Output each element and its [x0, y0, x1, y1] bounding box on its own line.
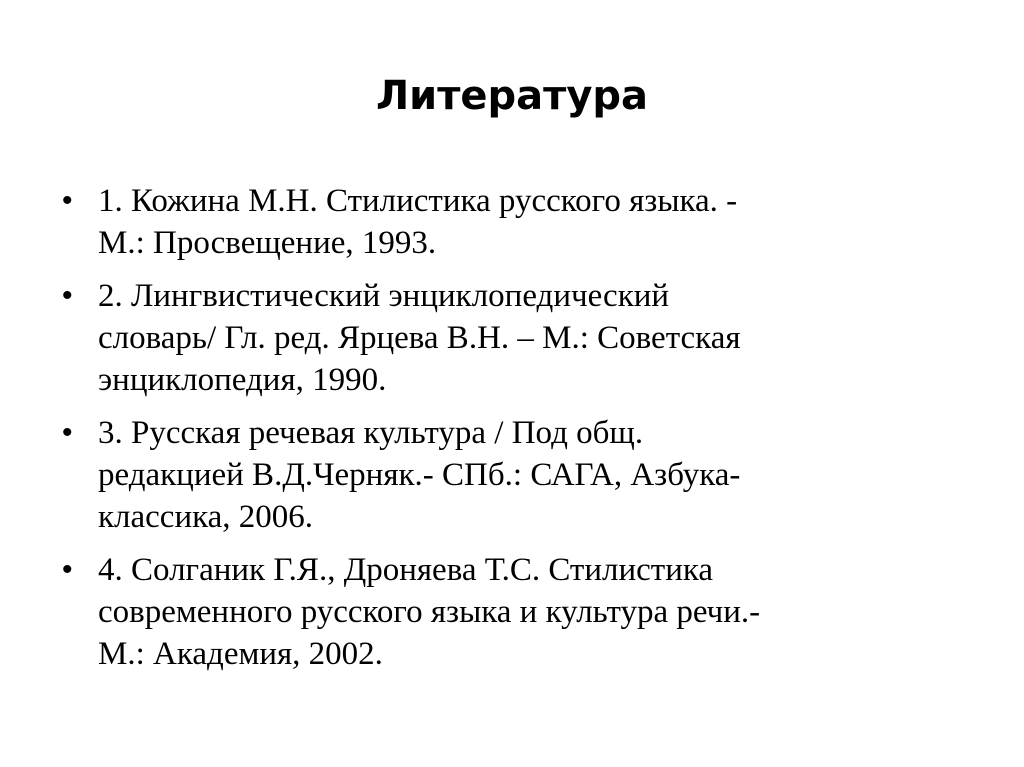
bullet-icon: • [62, 184, 73, 217]
reference-text-line: современного русского языка и культура речи.- [98, 594, 761, 630]
bullet-icon: • [62, 416, 73, 449]
bullet-icon: • [62, 279, 73, 312]
reference-text-line: 1. Кожина М.Н. Стилистика русского языка. - [98, 183, 738, 219]
reference-text-line: словарь/ Гл. ред. Ярцева В.Н. – М.: Советская [98, 320, 741, 356]
reference-text-line: М.: Академия, 2002. [98, 636, 383, 672]
reference-text-line: 2. Лингвистический энциклопедический [98, 278, 670, 314]
bullet-icon: • [62, 553, 73, 586]
reference-item [62, 275, 962, 401]
reference-text-line: 3. Русская речевая культура / Под общ. [98, 415, 644, 451]
reference-text-line: М.: Просвещение, 1993. [98, 225, 437, 261]
reference-item [62, 412, 962, 538]
reference-text-line: редакцией В.Д.Черняк.- СПб.: САГА, Азбука- [98, 457, 741, 493]
reference-item [62, 549, 962, 675]
reference-list [62, 180, 962, 686]
slide-title: Литература [375, 73, 649, 119]
reference-text-line: энциклопедия, 1990. [98, 362, 387, 398]
reference-item [62, 180, 962, 264]
reference-text-line: классика, 2006. [98, 499, 314, 535]
reference-text-line: 4. Солганик Г.Я., Дроняева Т.С. Стилистика [98, 552, 714, 588]
